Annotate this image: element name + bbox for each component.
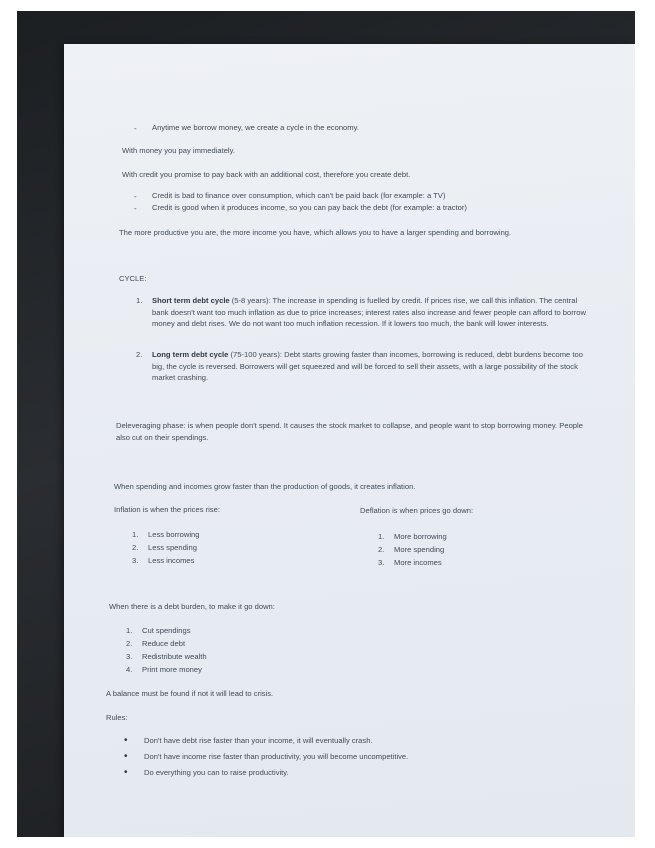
deflation-item: More spending: [394, 545, 445, 554]
list-number: 3.: [126, 652, 133, 661]
short-term-cycle: [152, 295, 592, 330]
cycle-description: (5-8 years): The increase in spending is fuelled by credit. If prices rise, we call this inflation. The central bank doesn't want too much inflation as due to price increases; interest rates also increase and fewer people can afford to borrow money and debt rises. We do not want too much inflation recession. If it lowers too much, the bank will lower interests.: [152, 296, 586, 329]
productive-line: The more productive you are, the more income you have, which allows you to have a larger spending and borrowing.: [119, 228, 512, 237]
inflation-item: Less borrowing: [148, 530, 200, 539]
money-line: With money you pay immediately.: [122, 146, 235, 155]
intro-bullet: Anytime we borrow money, we create a cycle in the economy.: [152, 123, 359, 132]
cycle-description: (75-100 years): Debt starts growing faster than incomes, borrowing is reduced, debt burdens become too big, the cycle is reversed. Borrowers will get squeezed and will be forced to sell their assets, with a large possibility of the stock market crashing.: [152, 350, 583, 383]
list-number: 3.: [132, 556, 139, 565]
debt-burden-item: Redistribute wealth: [142, 652, 207, 661]
list-number: 2.: [126, 639, 133, 648]
cycle-heading: CYCLE:: [119, 274, 147, 283]
inflation-item: Less spending: [148, 543, 197, 552]
list-number: 3.: [378, 558, 385, 567]
balance-line: A balance must be found if not it will lead to crisis.: [106, 689, 274, 698]
dash-marker: -: [134, 192, 137, 201]
bullet-dot: •: [124, 767, 128, 778]
document-page: [64, 44, 635, 837]
cycle-number: 2.: [136, 350, 143, 359]
deflation-item: More incomes: [394, 558, 442, 567]
debt-burden-item: Print more money: [142, 665, 202, 674]
list-number: 4.: [126, 665, 133, 674]
list-number: 2.: [378, 545, 385, 554]
dash-marker: -: [134, 204, 137, 213]
cycle-term: Short term debt cycle: [152, 296, 230, 305]
inflation-line: When spending and incomes grow faster than the production of goods, it creates inflation.: [114, 482, 416, 491]
debt-burden-heading: When there is a debt burden, to make it go down:: [109, 602, 275, 611]
bullet-dot: •: [124, 735, 128, 746]
rules-heading: Rules:: [106, 713, 128, 722]
debt-burden-item: Reduce debt: [142, 639, 186, 648]
photo-background: [17, 11, 635, 837]
list-number: 1.: [132, 530, 139, 539]
list-number: 1.: [378, 532, 385, 541]
deflation-item: More borrowing: [394, 532, 447, 541]
credit-line: With credit you promise to pay back with an additional cost, therefore you create debt.: [122, 170, 411, 179]
cycle-number: 1.: [136, 296, 143, 305]
list-number: 1.: [126, 626, 133, 635]
inflation-heading: Inflation is when the prices rise:: [114, 505, 220, 514]
credit-point-2: Credit is good when it produces income, so you can pay back the debt (for example: a tractor): [152, 203, 467, 212]
debt-burden-item: Cut spendings: [142, 626, 191, 635]
rule-item: Don't have income rise faster than productivity, you will become uncompetitive.: [144, 752, 409, 761]
list-number: 2.: [132, 543, 139, 552]
bullet-dot: •: [124, 751, 128, 762]
rule-item: Don't have debt rise faster than your income, it will eventually crash.: [144, 736, 373, 745]
credit-point-1: Credit is bad to finance over consumption, which can't be paid back (for example: a TV): [152, 191, 446, 200]
deflation-heading: Deflation is when prices go down:: [360, 506, 474, 515]
cycle-term: Long term debt cycle: [152, 350, 229, 359]
long-term-cycle: [152, 349, 590, 384]
deleveraging-paragraph: Deleveraging phase: is when people don't spend. It causes the stock market to collapse, and people want to stop borrowing money. People also cut on their spendings.: [116, 421, 583, 442]
dash-marker: -: [134, 124, 137, 133]
rule-item: Do everything you can to raise productivity.: [144, 768, 289, 777]
inflation-item: Less incomes: [148, 556, 195, 565]
